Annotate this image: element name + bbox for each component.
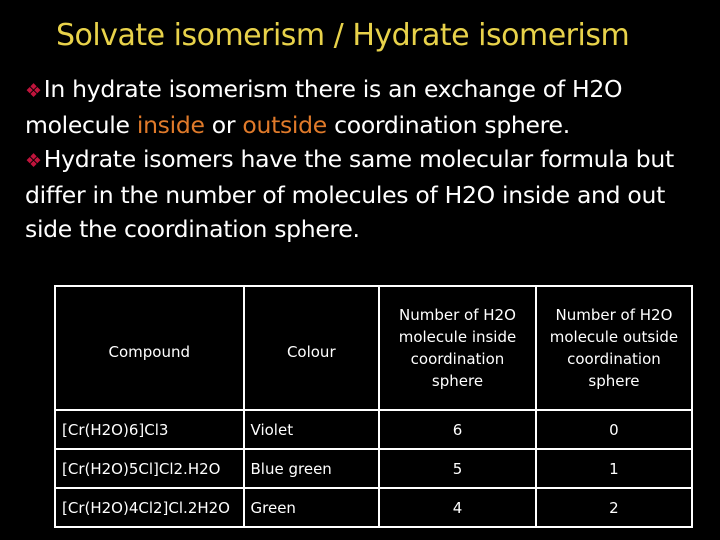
cell-colour: Blue green: [244, 449, 380, 488]
cell-colour: Violet: [244, 410, 380, 449]
diamond-bullet-icon: ❖: [25, 150, 42, 172]
table-header-row: [55, 286, 692, 410]
cell-compound: [Cr(H2O)4Cl2]Cl.2H2O: [55, 488, 244, 527]
header-colour: Colour: [244, 286, 380, 410]
cell-inside: 5: [379, 449, 536, 488]
cell-outside: 0: [536, 410, 692, 449]
paragraph-2-text: Hydrate isomers have the same molecular formula but differ in the number of molecules of H2O inside and out side the coordination sphere.: [25, 145, 674, 243]
cell-inside: 4: [379, 488, 536, 527]
cell-colour: Green: [244, 488, 380, 527]
slide-title: Solvate isomerism / Hydrate isomerism: [56, 18, 630, 53]
highlight-inside: inside: [136, 111, 205, 139]
paragraph-1-text-a: In hydrate isomerism there is an exchange of H2O molecule: [25, 75, 623, 139]
paragraph-1-text-c: coordination sphere.: [326, 111, 570, 139]
highlight-outside: outside: [242, 111, 327, 139]
cell-compound: [Cr(H2O)5Cl]Cl2.H2O: [55, 449, 244, 488]
cell-outside: 2: [536, 488, 692, 527]
diamond-bullet-icon: ❖: [25, 80, 42, 102]
cell-inside: 6: [379, 410, 536, 449]
paragraph-2: [25, 142, 700, 246]
header-compound: Compound: [55, 286, 244, 410]
table-row: [55, 449, 692, 488]
paragraph-1-text-b: or: [204, 111, 243, 139]
hydrate-isomer-table: [54, 285, 693, 528]
cell-compound: [Cr(H2O)6]Cl3: [55, 410, 244, 449]
paragraph-1: [25, 72, 700, 142]
header-inside: Number of H2O molecule inside coordination sphere: [379, 286, 536, 410]
cell-outside: 1: [536, 449, 692, 488]
header-outside: Number of H2O molecule outside coordination sphere: [536, 286, 692, 410]
slide-body: [25, 72, 700, 246]
table-row: [55, 410, 692, 449]
table-row: [55, 488, 692, 527]
